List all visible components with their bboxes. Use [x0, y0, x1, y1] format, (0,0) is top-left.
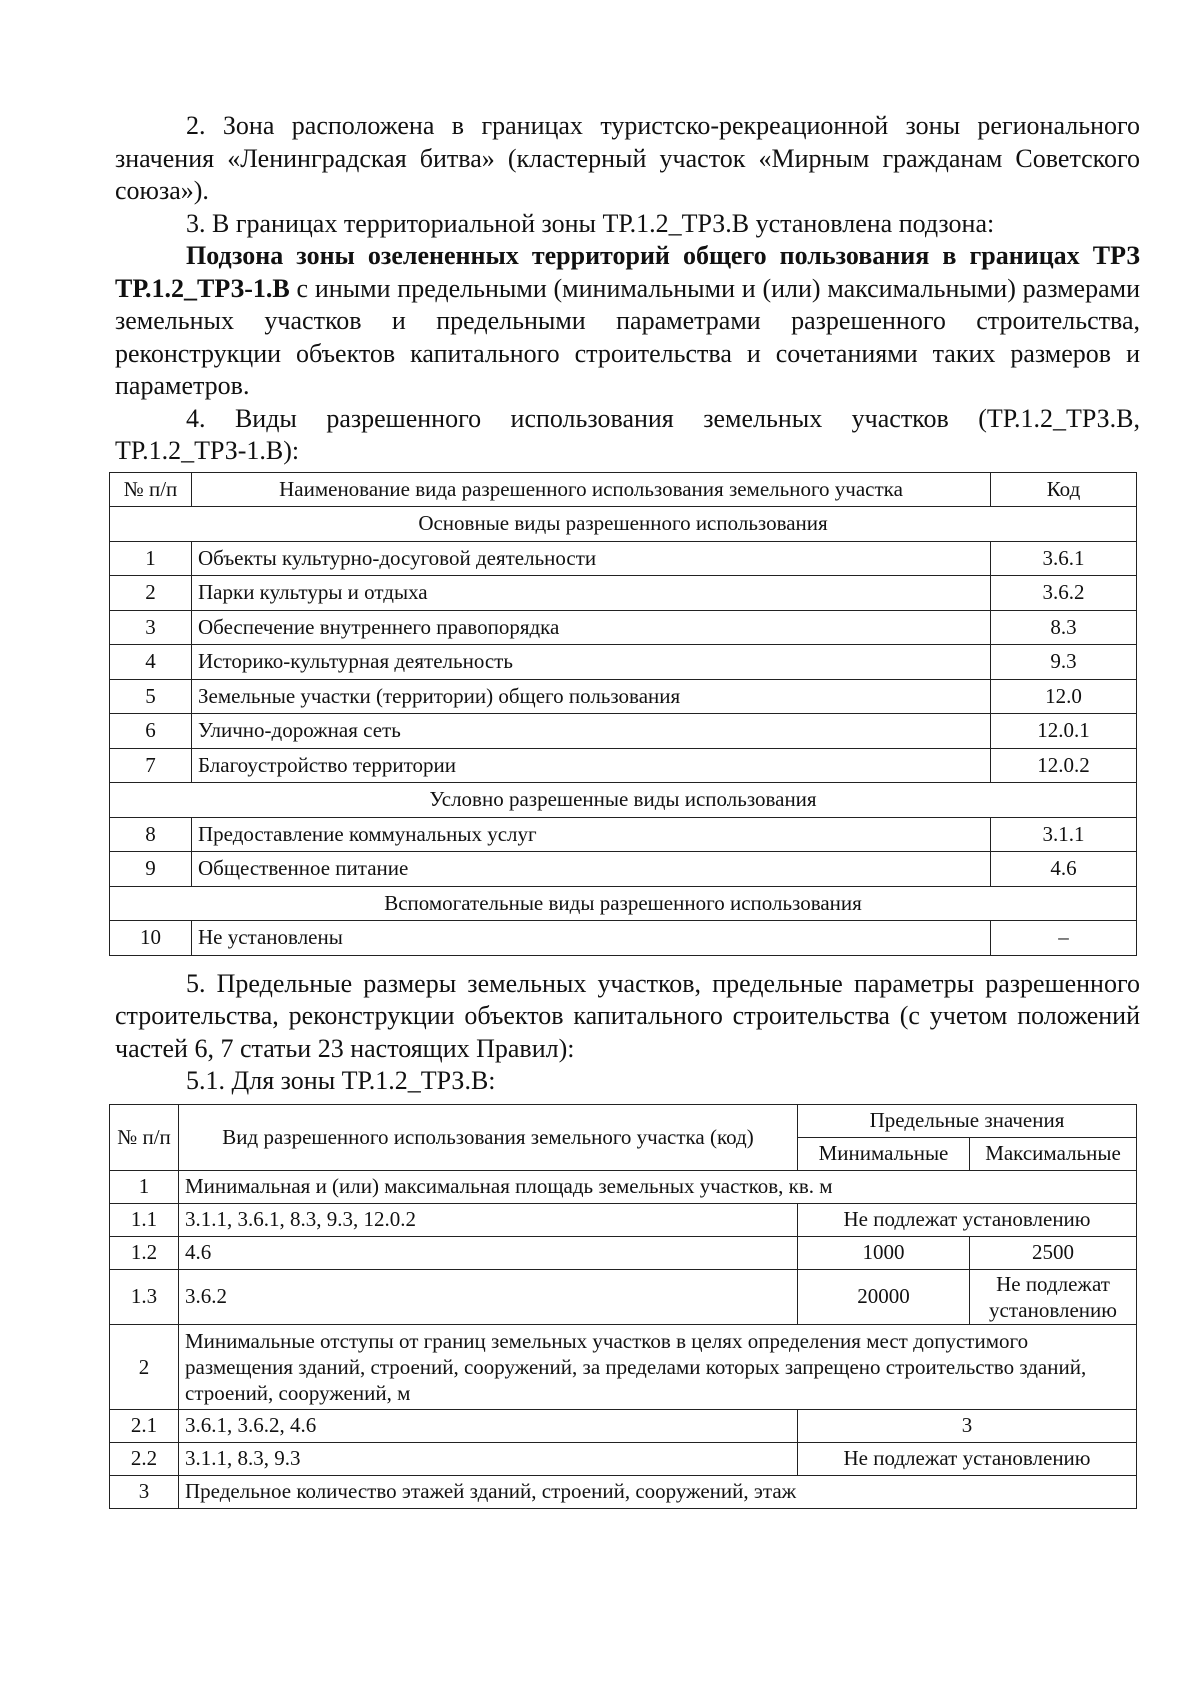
row-code: 4.6 — [991, 852, 1137, 887]
table-row — [110, 645, 1137, 680]
row-number: 1.2 — [110, 1236, 179, 1269]
table-row — [110, 1442, 1137, 1475]
table-row — [110, 1170, 1137, 1203]
row-code: 9.3 — [991, 645, 1137, 680]
header-code: Код — [991, 472, 1137, 507]
row-code: 12.0.1 — [991, 714, 1137, 749]
table-row — [110, 1236, 1137, 1269]
paragraph-5-1: 5.1. Для зоны ТР.1.2_ТРЗ.В: — [186, 1066, 496, 1095]
header-maximum: Максимальные — [970, 1137, 1137, 1170]
table-row — [110, 541, 1137, 576]
paragraph-3: 3. В границах территориальной зоны ТР.1.2_ТРЗ.В установлена подзона: — [186, 208, 995, 238]
row-minimum: 20000 — [798, 1269, 970, 1324]
row-use-name: Не установлены — [192, 921, 991, 956]
row-number: 7 — [110, 748, 192, 783]
row-value: Не подлежат установлению — [798, 1203, 1137, 1236]
row-codes: 3.1.1, 8.3, 9.3 — [179, 1442, 798, 1475]
section-title: Условно разрешенные виды использования — [110, 783, 1137, 818]
section-title: Основные виды разрешенного использования — [110, 507, 1137, 542]
table-row — [110, 610, 1137, 645]
row-code: – — [991, 921, 1137, 956]
row-number: 3 — [110, 610, 192, 645]
row-use-name: Объекты культурно-досуговой деятельности — [192, 541, 991, 576]
row-number: 2 — [110, 1324, 179, 1409]
subzone-description: с иными предельными (минимальными и (или) максимальными) размерами земельных участков и предельными параметрами разрешенного строительства, реконструкции объектов капитального строительства и сочетаниями таких размеров и параметров. — [115, 273, 1140, 400]
paragraph-5: 5. Предельные размеры земельных участков, предельные параметры разрешенного строительства, реконструкции объектов капитального строительства (с учетом положений частей 6, 7 статьи 23 настоящих Правил): — [115, 968, 1140, 1063]
row-code: 12.0.2 — [991, 748, 1137, 783]
row-use-name: Парки культуры и отдыха — [192, 576, 991, 611]
header-minimum: Минимальные — [798, 1137, 970, 1170]
header-number: № п/п — [110, 472, 192, 507]
section-title: Вспомогательные виды разрешенного использования — [110, 886, 1137, 921]
row-number: 1.1 — [110, 1203, 179, 1236]
row-use-name: Общественное питание — [192, 852, 991, 887]
permitted-uses-table — [109, 472, 1137, 956]
header-use-name: Наименование вида разрешенного использования земельного участка — [192, 472, 991, 507]
row-codes: 4.6 — [179, 1236, 798, 1269]
row-number: 1 — [110, 1170, 179, 1203]
section-header-row — [110, 886, 1137, 921]
row-number: 9 — [110, 852, 192, 887]
row-number: 5 — [110, 679, 192, 714]
row-maximum: Не подлежат установлению — [970, 1269, 1137, 1324]
row-use-name: Земельные участки (территории) общего пользования — [192, 679, 991, 714]
row-codes: 3.6.1, 3.6.2, 4.6 — [179, 1409, 798, 1442]
row-minimum: 1000 — [798, 1236, 970, 1269]
row-section-text: Минимальная и (или) максимальная площадь земельных участков, кв. м — [179, 1170, 1137, 1203]
table-header-row — [110, 1104, 1137, 1137]
table-header-row — [110, 472, 1137, 507]
row-section-text: Предельное количество этажей зданий, строений, сооружений, этаж — [179, 1475, 1137, 1508]
table-row — [110, 748, 1137, 783]
paragraph-3-subzone — [115, 240, 1140, 403]
table-row — [110, 817, 1137, 852]
row-value: 3 — [798, 1409, 1137, 1442]
table-row — [110, 852, 1137, 887]
row-use-name: Благоустройство территории — [192, 748, 991, 783]
row-number: 10 — [110, 921, 192, 956]
row-use-name: Предоставление коммунальных услуг — [192, 817, 991, 852]
table-row — [110, 1203, 1137, 1236]
table-row — [110, 1409, 1137, 1442]
row-code: 3.6.1 — [991, 541, 1137, 576]
table-row — [110, 1475, 1137, 1508]
row-number: 1 — [110, 541, 192, 576]
row-number: 8 — [110, 817, 192, 852]
row-number: 6 — [110, 714, 192, 749]
document-page — [115, 110, 1140, 1509]
permitted-uses-body — [110, 507, 1137, 956]
table-row — [110, 576, 1137, 611]
header-use-kind: Вид разрешенного использования земельного участка (код) — [179, 1104, 798, 1170]
row-number: 4 — [110, 645, 192, 680]
table-row — [110, 714, 1137, 749]
row-number: 1.3 — [110, 1269, 179, 1324]
row-code: 3.1.1 — [991, 817, 1137, 852]
limits-table — [109, 1104, 1137, 1509]
row-codes: 3.6.2 — [179, 1269, 798, 1324]
row-code: 3.6.2 — [991, 576, 1137, 611]
row-code: 12.0 — [991, 679, 1137, 714]
table-row — [110, 1269, 1137, 1324]
row-use-name: Обеспечение внутреннего правопорядка — [192, 610, 991, 645]
row-code: 8.3 — [991, 610, 1137, 645]
row-section-text: Минимальные отступы от границ земельных участков в целях определения мест допустимого размещения зданий, строений, сооружений, за пределами которых запрещено строительство зданий, строений, сооружений, м — [179, 1324, 1137, 1409]
row-number: 2.2 — [110, 1442, 179, 1475]
table-row — [110, 1324, 1137, 1409]
row-maximum: 2500 — [970, 1236, 1137, 1269]
section-header-row — [110, 783, 1137, 818]
row-number: 2 — [110, 576, 192, 611]
paragraph-4: 4. Виды разрешенного использования земельных участков (ТР.1.2_ТРЗ.В, ТР.1.2_ТРЗ-1.В): — [115, 403, 1140, 465]
paragraph-2: 2. Зона расположена в границах туристско-рекреационной зоны регионального значения «Ленинградская битва» (кластерный участок «Мирным гражданам Советского союза»). — [115, 111, 1140, 205]
row-codes: 3.1.1, 3.6.1, 8.3, 9.3, 12.0.2 — [179, 1203, 798, 1236]
row-number: 3 — [110, 1475, 179, 1508]
table-row — [110, 679, 1137, 714]
subzone-title: Подзона зоны озелененных территорий общего пользования в границах ТРЗ ТР.1.2_ТРЗ-1.В — [115, 241, 1140, 303]
row-number: 2.1 — [110, 1409, 179, 1442]
table-row — [110, 921, 1137, 956]
row-use-name: Историко-культурная деятельность — [192, 645, 991, 680]
row-use-name: Улично-дорожная сеть — [192, 714, 991, 749]
section-header-row — [110, 507, 1137, 542]
header-number: № п/п — [110, 1104, 179, 1170]
header-limit-values: Предельные значения — [798, 1104, 1137, 1137]
row-value: Не подлежат установлению — [798, 1442, 1137, 1475]
